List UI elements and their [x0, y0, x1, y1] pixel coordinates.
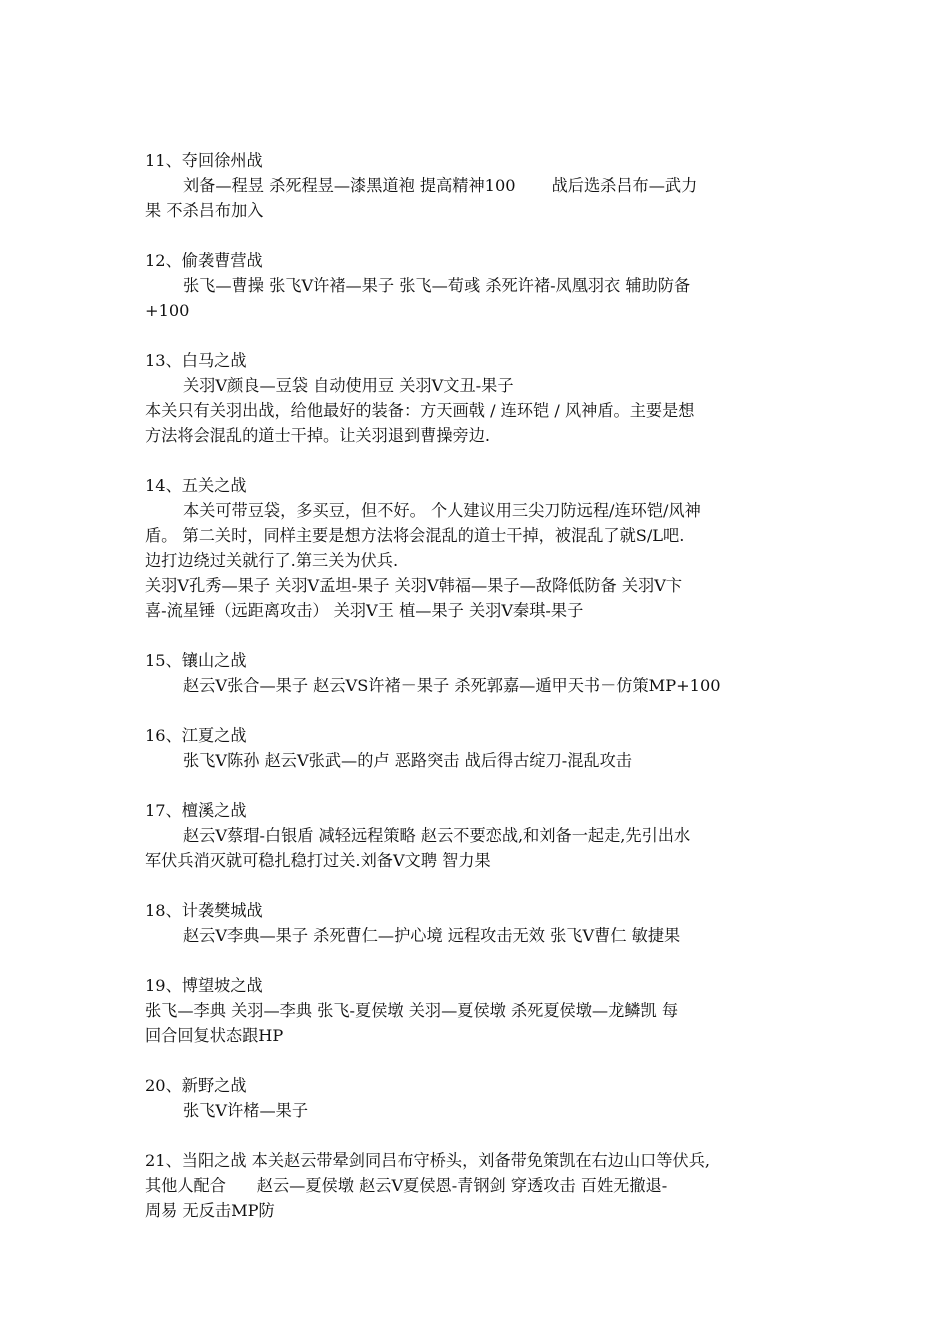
paragraph-gap [145, 873, 810, 898]
paragraph-gap [145, 323, 810, 348]
section-21 [145, 1148, 810, 1223]
section-line: 果 不杀吕布加入 [145, 201, 264, 220]
section-line: 赵云Ⅴ李典—果子 杀死曹仁—护心境 远程攻击无效 张飞Ⅴ曹仁 敏捷果 [183, 926, 681, 945]
section-line: 回合回复状态跟HP [145, 1026, 284, 1045]
section-line: 边打边绕过关就行了.第三关为伏兵. [145, 551, 399, 570]
section-line: 张飞—曹操 张飞Ⅴ许褚—果子 张飞—荀彧 杀死许褚-凤凰羽衣 辅助防备 [183, 276, 691, 295]
section-12 [145, 248, 810, 323]
section-19 [145, 973, 810, 1048]
section-18 [145, 898, 810, 948]
section-14 [145, 473, 810, 623]
paragraph-gap [145, 773, 810, 798]
paragraph-gap [145, 698, 810, 723]
section-heading: 15、镶山之战 [145, 651, 247, 670]
section-heading: 17、檀溪之战 [145, 801, 247, 820]
section-line: 其他人配合 赵云—夏侯墩 赵云Ⅴ夏侯恩-青钢剑 穿透攻击 百姓无撤退- [145, 1176, 668, 1195]
section-heading: 20、新野之战 [145, 1076, 247, 1095]
section-15 [145, 648, 810, 698]
section-line: 周易 无反击MP防 [145, 1201, 275, 1220]
section-heading: 21、当阳之战 本关赵云带晕剑同吕布守桥头，刘备带免策凯在右边山口等伏兵, [145, 1151, 711, 1170]
section-16 [145, 723, 810, 773]
section-line: 本关可带豆袋，多买豆，但不好。 个人建议用三尖刀防远程/连环铠/风神 [183, 501, 701, 520]
section-heading: 13、白马之战 [145, 351, 247, 370]
section-line: 关羽Ⅴ颜良—豆袋 自动使用豆 关羽Ⅴ文丑-果子 [183, 376, 514, 395]
section-heading: 14、五关之战 [145, 476, 247, 495]
section-17 [145, 798, 810, 873]
section-line: 军伏兵消灭就可稳扎稳打过关.刘备Ⅴ文聘 智力果 [145, 851, 491, 870]
section-line: 刘备—程昱 杀死程昱—漆黑道袍 提高精神100 战后选杀吕布—武力 [183, 176, 698, 195]
section-line: 方法将会混乱的道士干掉。让关羽退到曹操旁边. [145, 426, 491, 445]
paragraph-gap [145, 948, 810, 973]
section-line: +100 [145, 301, 190, 320]
section-13 [145, 348, 810, 448]
section-line: 盾。 第二关时，同样主要是想方法将会混乱的道士干掉，被混乱了就S/L吧. [145, 526, 685, 545]
paragraph-gap [145, 1048, 810, 1073]
section-line: 张飞Ⅴ陈孙 赵云Ⅴ张武—的卢 恶路突击 战后得古绽刀-混乱攻击 [183, 751, 632, 770]
document-body [145, 148, 810, 1223]
section-heading: 19、博望坡之战 [145, 976, 263, 995]
paragraph-gap [145, 223, 810, 248]
section-line: 张飞—李典 关羽—李典 张飞-夏侯墩 关羽—夏侯墩 杀死夏侯墩—龙鳞凯 每 [145, 1001, 679, 1020]
section-11 [145, 148, 810, 223]
section-line: 本关只有关羽出战，给他最好的装备：方天画戟 / 连环铠 / 风神盾。主要是想 [145, 401, 695, 420]
section-heading: 16、江夏之战 [145, 726, 247, 745]
section-line: 张飞Ⅴ许楮—果子 [183, 1101, 309, 1120]
section-heading: 11、夺回徐州战 [145, 151, 263, 170]
section-20 [145, 1073, 810, 1123]
section-line: 喜-流星锤（远距离攻击） 关羽Ⅴ王 植—果子 关羽Ⅴ秦琪-果子 [145, 601, 584, 620]
paragraph-gap [145, 448, 810, 473]
section-heading: 12、偷袭曹营战 [145, 251, 263, 270]
section-line: 赵云Ⅴ蔡瑁-白银盾 减轻远程策略 赵云不要恋战,和刘备一起走,先引出水 [183, 826, 691, 845]
section-line: 赵云Ⅴ张合—果子 赵云VS许褚－果子 杀死郭嘉—遁甲天书－仿策MP+100 [183, 676, 721, 695]
paragraph-gap [145, 623, 810, 648]
section-line: 关羽Ⅴ孔秀—果子 关羽Ⅴ孟坦-果子 关羽Ⅴ韩福—果子—敌降低防备 关羽Ⅴ卞 [145, 576, 683, 595]
section-heading: 18、计袭樊城战 [145, 901, 263, 920]
paragraph-gap [145, 1123, 810, 1148]
